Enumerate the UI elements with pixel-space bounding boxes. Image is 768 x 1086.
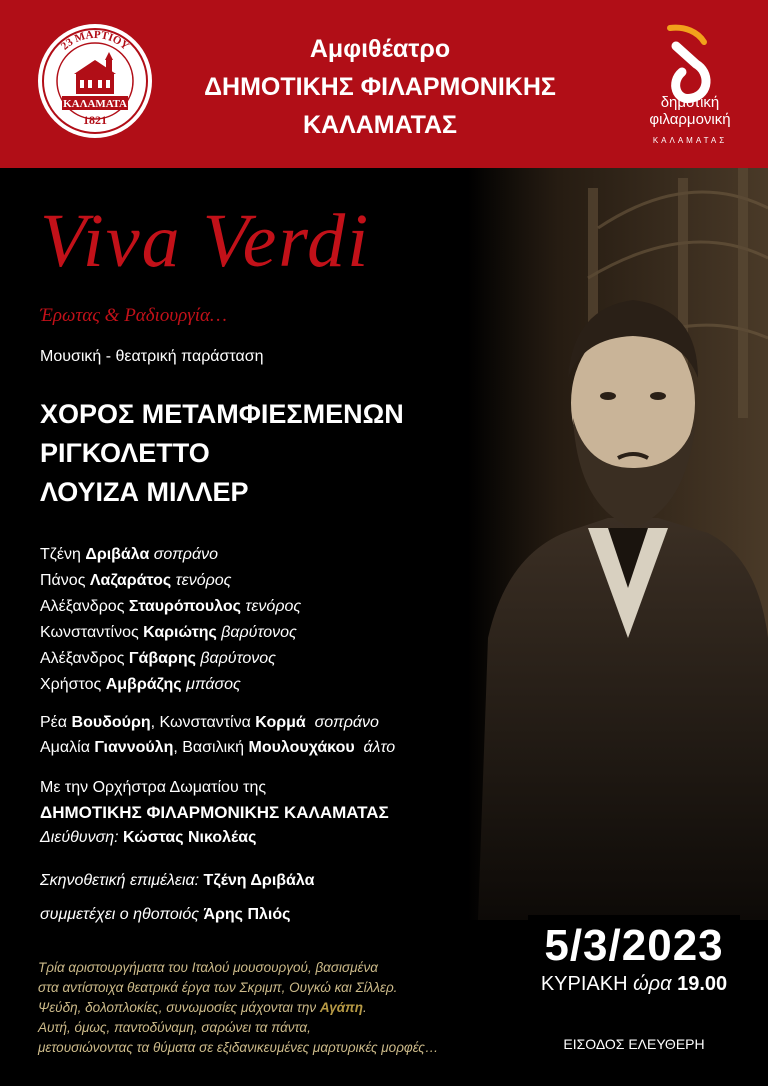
venue-line-1: Αμφιθέατρο — [309, 35, 451, 63]
show-title: Viva Verdi — [40, 199, 371, 283]
orchestra-name: ΔΗΜΟΤΙΚΗΣ ΦΙΛΑΡΜΟΝΙΚΗΣ ΚΑΛΑΜΑΤΑΣ — [40, 803, 389, 822]
venue-line-2: ΔΗΜΟΤΙΚΗΣ ΦΙΛΑΡΜΟΝΙΚΗΣ — [204, 73, 556, 101]
cast-member: Πάνος Λαζαράτος τενόρος — [40, 572, 232, 589]
event-date: 5/3/2023 — [544, 921, 724, 970]
city-seal-icon — [36, 22, 154, 140]
show-subtitle: Έρωτας & Ραδιουργία… — [40, 305, 227, 326]
header-banner — [0, 0, 768, 168]
chorus-row: Ρέα Βουδούρη, Κωνσταντίνα Κορμά σοπράνο — [40, 714, 379, 731]
work-item: ΛΟΥΙΖΑ ΜΙΛΛΕΡ — [40, 477, 249, 507]
work-item: ΧΟΡΟΣ ΜΕΤΑΜΦΙΕΣΜΕΝΩΝ — [40, 399, 404, 429]
seal-year-text: 1821 — [83, 113, 107, 127]
actor-line: συμμετέχει ο ηθοποιός Άρης Πλιός — [40, 906, 291, 923]
logo-line-2: φιλαρμονική — [649, 111, 731, 128]
cast-member: Κωνσταντίνος Καριώτης βαρύτονος — [40, 624, 297, 641]
event-day-time: ΚΥΡΙΑΚΗ ώρα 19.00 — [540, 973, 728, 995]
cast-member: Τζένη Δριβάλα σοπράνο — [40, 546, 218, 563]
seal-top-text: 23 ΜΑΡΤΙΟΥ — [58, 28, 131, 53]
venue-title — [170, 30, 590, 144]
works-list — [40, 395, 404, 512]
venue-line-3: ΚΑΛΑΜΑΤΑΣ — [302, 111, 458, 139]
cast-member: Χρήστος Αμβράζης μπάσος — [40, 676, 241, 693]
stage-direction: Σκηνοθετική επιμέλεια: Τζένη Δριβάλα — [40, 872, 315, 889]
chorus-row: Αμαλία Γιαννούλη, Βασιλική Μουλουχάκου άλτο — [40, 739, 396, 756]
event-date-box — [528, 915, 740, 1031]
logo-line-1: δημοτική — [660, 94, 720, 111]
chorus-list — [40, 710, 395, 760]
show-description: Τρία αριστουργήματα του Ιταλού μουσουργού, βασισμένα στα αντίστοιχα θεατρικά έργα των Σκριμπ, Ουγκώ και Σίλλερ. Ψεύδη, δολοπλοκίες, συνωμοσίες μάχονται την Αγάπη. Αυτή, όμως, παντοδύναμη, σαρώνει τα πάντα, μετουσιώνοντας τα θύματα σε εξιδανικευμένες μαρτυρικές μορφές… — [38, 960, 439, 1055]
cast-member: Αλέξανδρος Γάβαρης βαρύτονος — [40, 650, 276, 667]
orchestra-intro: Με την Ορχήστρα Δωματίου της — [40, 779, 267, 796]
logo-line-3: ΚΑΛΑΜΑΤΑΣ — [652, 136, 728, 145]
seal-city-text: ΚΑΛΑΜΑΤΑ — [63, 98, 127, 110]
cast-member: Αλέξανδρος Σταυρόπουλος τενόρος — [40, 598, 302, 615]
entry-info: ΕΙΣΟΔΟΣ ΕΛΕΥΘΕΡΗ — [563, 1036, 705, 1052]
cast-list — [40, 542, 301, 698]
logo-text — [628, 94, 752, 149]
direction-line: Διεύθυνση: Κώστας Νικολέας — [40, 829, 257, 846]
orchestra-info — [40, 775, 389, 850]
verdi-portrait — [468, 168, 768, 920]
show-genre: Μουσική - θεατρική παράσταση — [40, 348, 264, 365]
work-item: ΡΙΓΚΟΛΕΤΤΟ — [40, 438, 210, 468]
